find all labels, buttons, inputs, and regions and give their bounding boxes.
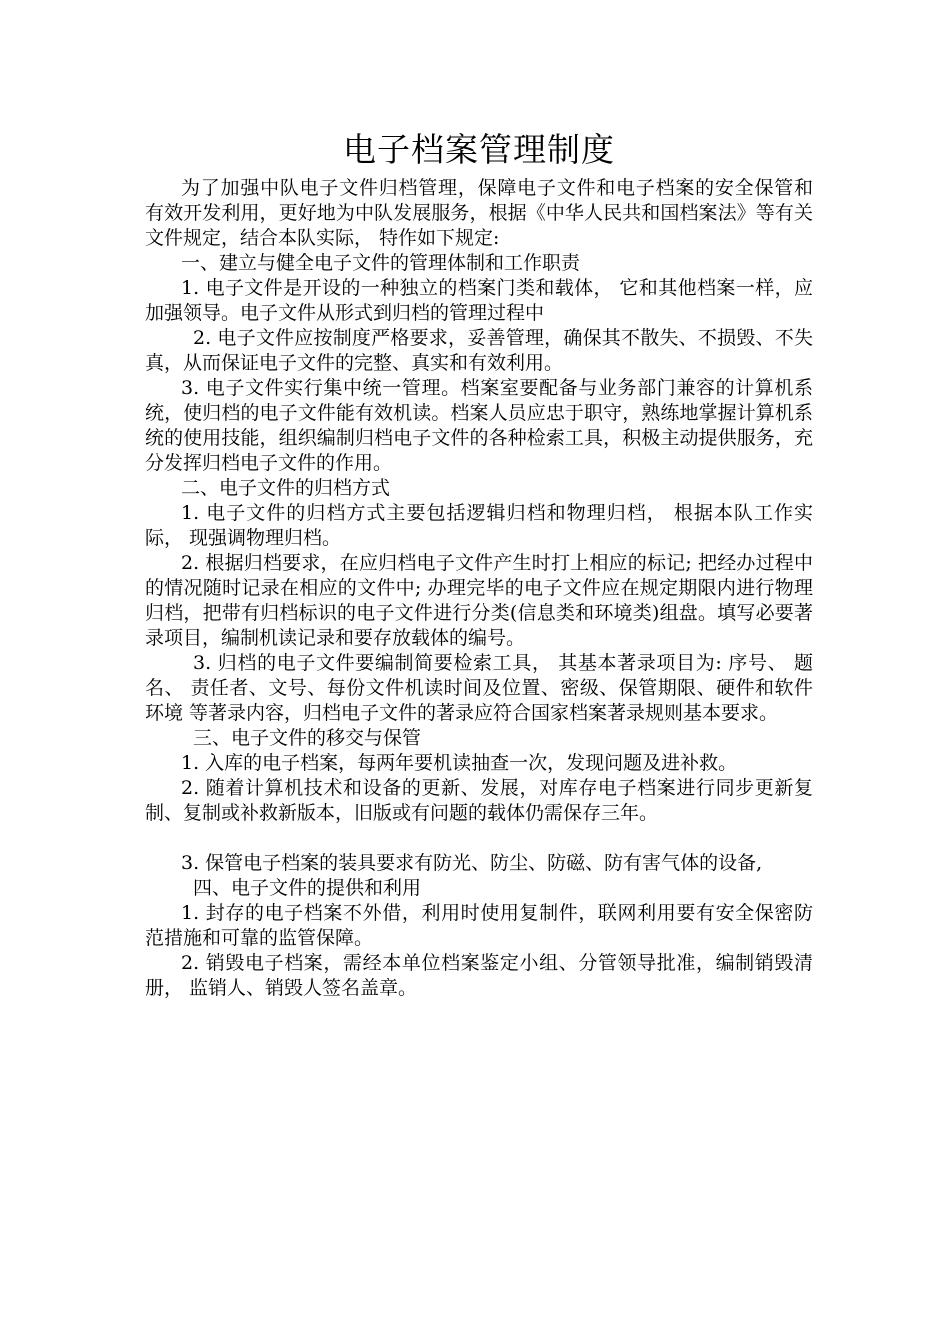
section-3-item-3: 3. 保管电子档案的装具要求有防光、防尘、防磁、防有害气体的设备, <box>181 852 763 874</box>
section-4-item-2: 2. 销毁电子档案，需经本单位档案鉴定小组、分管领导批准，编制销毁清册， 监销人、销毁人签名盖章。 <box>145 952 813 999</box>
section-1-item-2: 2. 电子文件应按制度严格要求，妥善管理，确保其不散失、不损毁、不失真，从而保证电子文件的完整、真实和有效利用。 <box>145 327 813 374</box>
section-1-item-1: 1. 电子文件是开设的一种独立的档案门类和载体， 它和其他档案一样，应加强领导。电子文件从形式到归档的管理过程中 <box>145 277 813 324</box>
document-title: 电子档案管理制度 <box>343 130 615 169</box>
section-heading-2: 二、电子文件的归档方式 <box>181 477 391 499</box>
section-heading-4: 四、电子文件的提供和利用 <box>193 877 422 899</box>
section-3-item-2: 2. 随着计算机技术和设备的更新、发展，对库存电子档案进行同步更新复制、复制或补救新版本，旧版或有问题的载体仍需保存三年。 <box>145 777 813 824</box>
section-2-item-1: 1. 电子文件的归档方式主要包括逻辑归档和物理归档， 根据本队工作实际， 现强调物理归档。 <box>145 502 813 549</box>
section-heading-3: 三、电子文件的移交与保管 <box>193 727 422 749</box>
section-2-item-2: 2. 根据归档要求，在应归档电子文件产生时打上相应的标记; 把经办过程中的情况随时记录在相应的文件中; 办理完毕的电子文件应在规定期限内进行物理归档，把带有归档标识的电子文件进行分类(信息类和环境类)组盘。填写必要著录项目，编制机读记录和要存放载体的编号。 <box>145 552 813 649</box>
section-3-item-1: 1. 入库的电子档案，每两年要机读抽查一次，发现问题及进补救。 <box>181 752 738 774</box>
document-page <box>145 128 813 1001</box>
section-2-item-3: 3. 归档的电子文件要编制简要检索工具， 其基本著录项目为: 序号、 题名、 责任者、文号、每份文件机读时间及位置、密级、保管期限、硬件和软件环境 等著录内容，归档电子文件的著录应符合国家档案著录规则基本要求。 <box>145 652 813 724</box>
intro-paragraph: 为了加强中队电子文件归档管理，保障电子文件和电子档案的安全保管和 有效开发利用，更好地为中队发展服务，根据《中华人民共和国档案法》等有关文件规定，结合本队实际， 特作如下规定: <box>145 177 813 249</box>
blank-line <box>145 826 813 851</box>
section-1-item-3: 3. 电子文件实行集中统一管理。档案室要配备与业务部门兼容的计算机系统，使归档的电子文件能有效机读。档案人员应忠于职守，熟练地掌握计算机系统的使用技能，组织编制归档电子文件的各种检索工具，积极主动提供服务，充分发挥归档电子文件的作用。 <box>145 377 813 474</box>
section-4-item-1: 1. 封存的电子档案不外借，利用时使用复制件，联网利用要有安全保密防 范措施和可靠的监管保障。 <box>145 902 813 949</box>
section-heading-1: 一、建立与健全电子文件的管理体制和工作职责 <box>181 252 581 274</box>
